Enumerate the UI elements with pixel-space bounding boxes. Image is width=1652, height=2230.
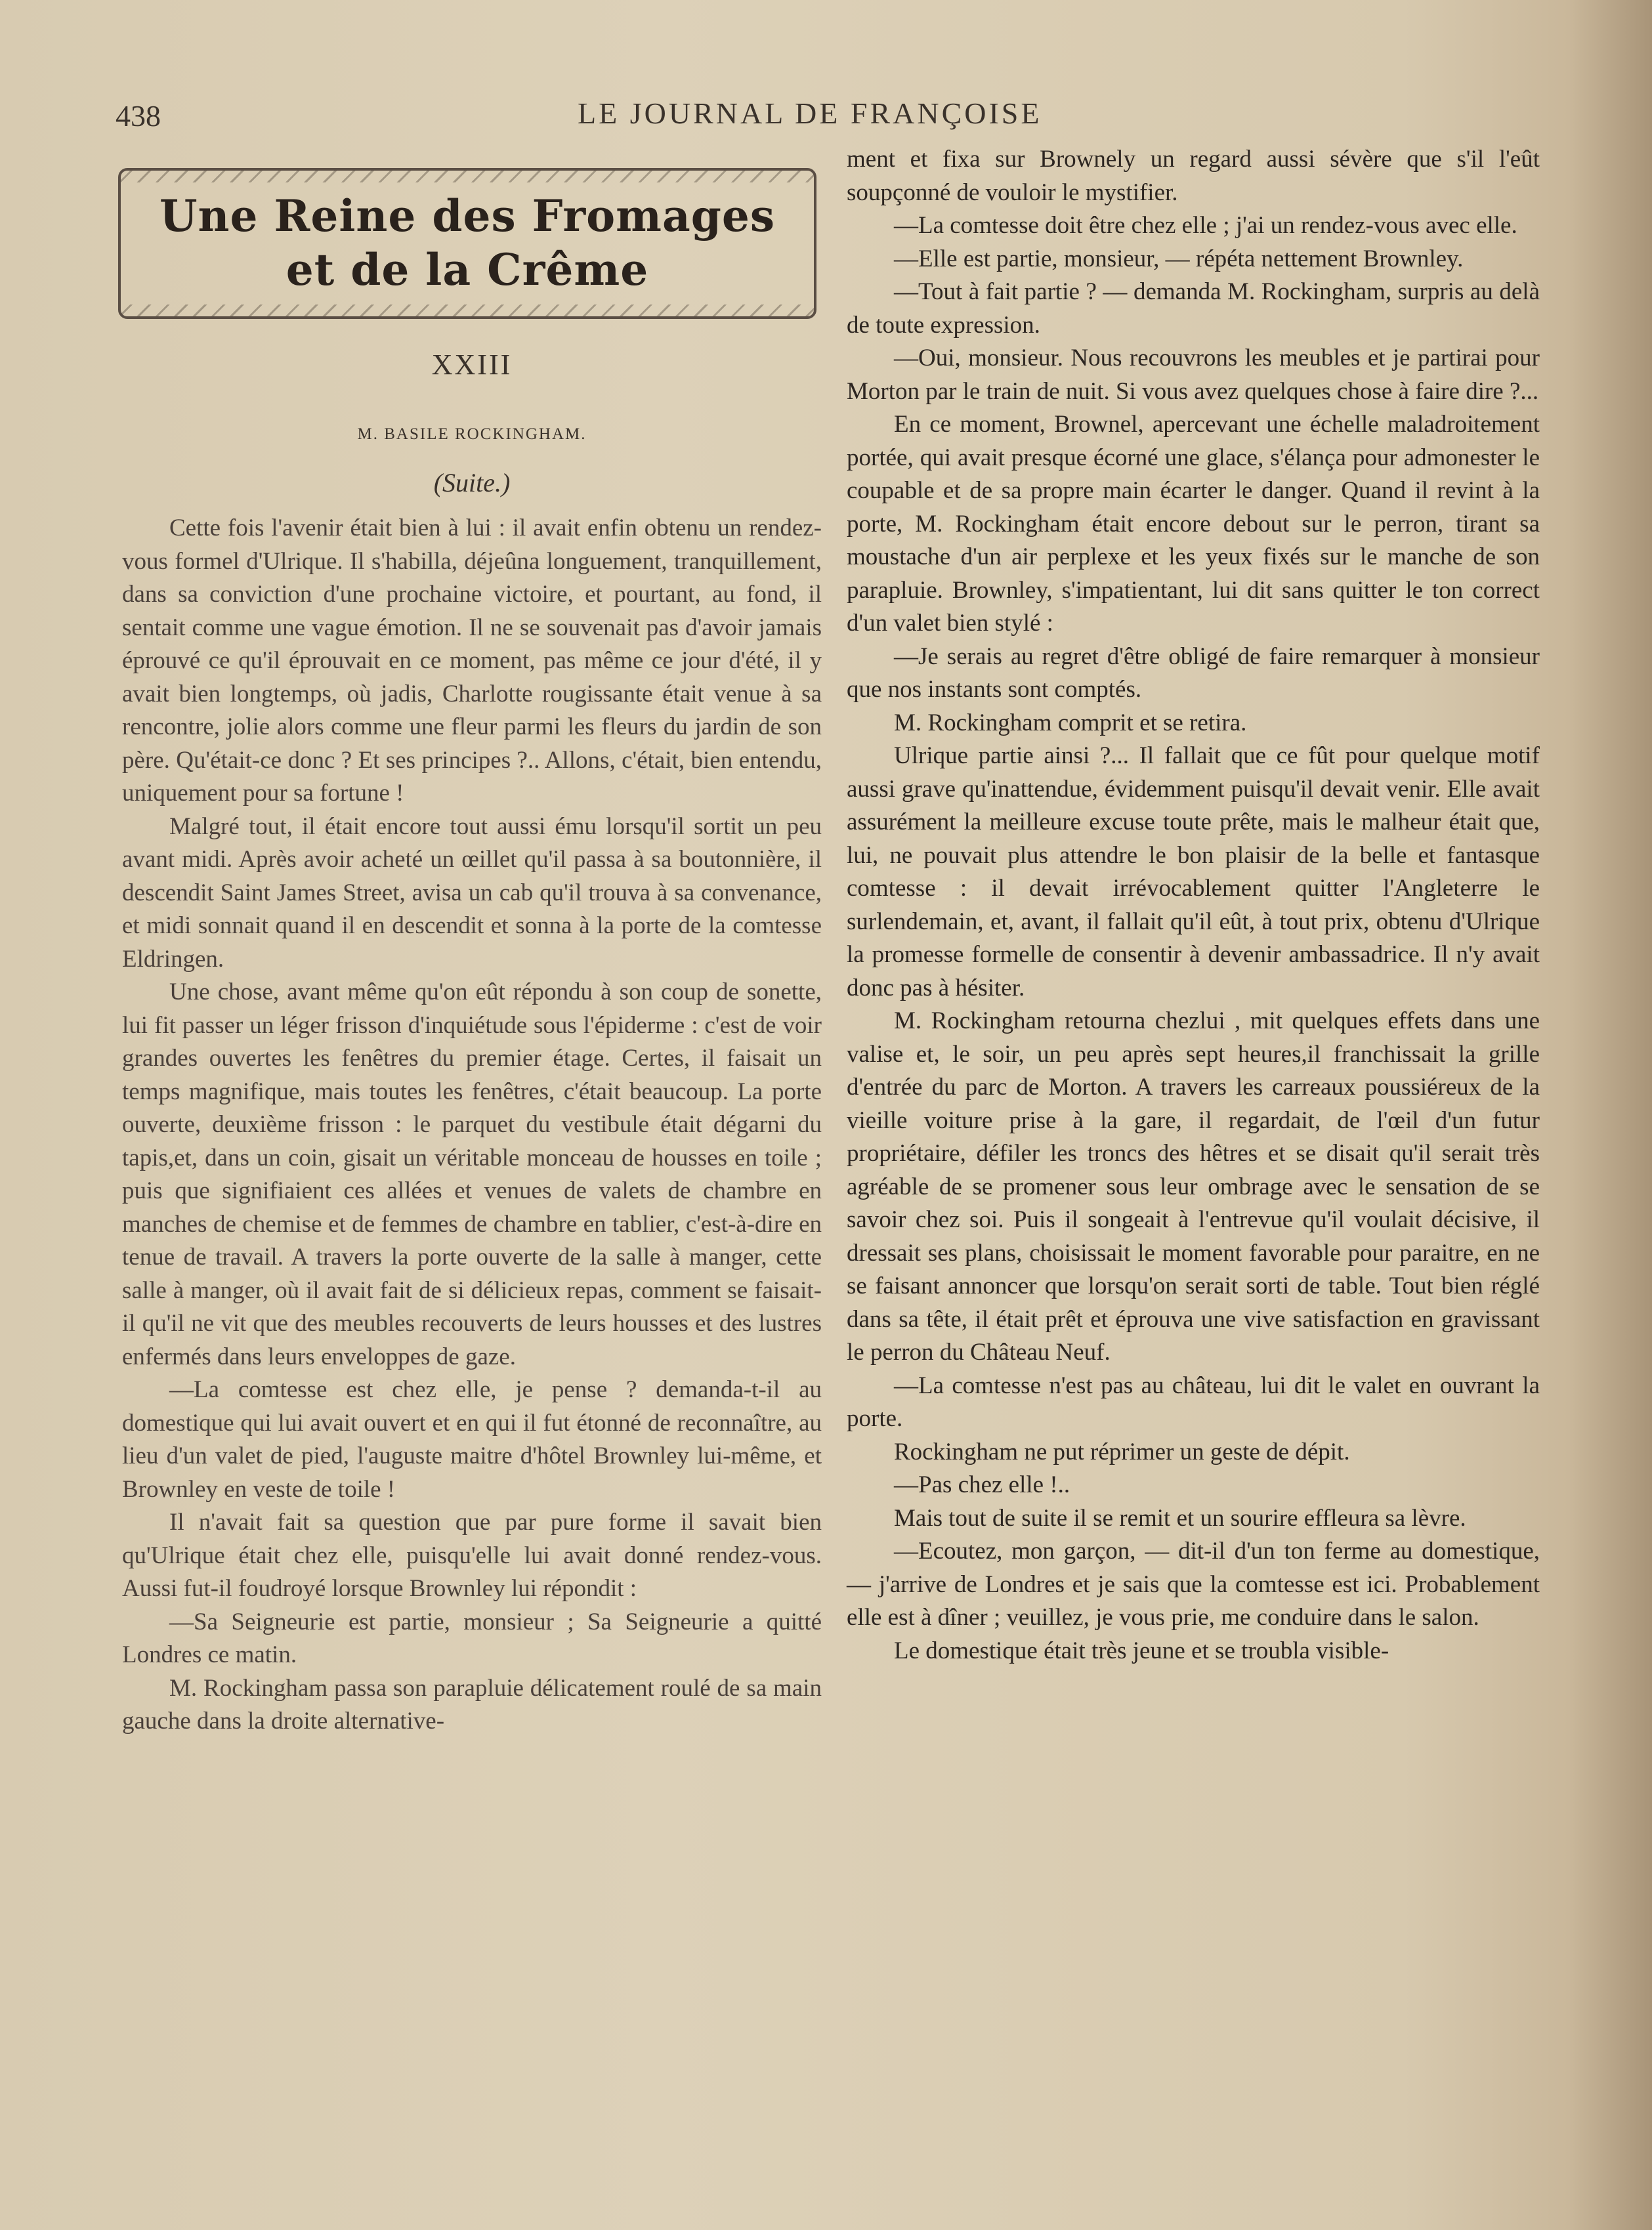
paragraph: —Ecoutez, mon garçon, — dit-il d'un ton ferme au domestique, — j'arrive de Londres et je sais que la comtesse est ici. Probablement elle est à dîner ; veuillez, je vous prie, me conduire dans le salon. — [847, 1538, 1540, 1631]
paragraph: M. Rockingham retourna chezlui , mit quelques effets dans une valise et, le soir, un peu après sept heures,il franchissait la grille d'entrée du parc de Morton. A travers les carreaux poussiéreux de la vieille voiture prise à la gare, il regardait, de l'œil d'un futur propriétaire, défiler les troncs des hêtres et se disait qu'il serait très agréable de se promener sous leur ombrage avec le sensation de se savoir chez soi. Puis il songeait à l'entrevue qu'il voulait décisive, il dressait ses plans, choisissait le moment favorable pour paraitre, en ne se faisant annoncer que lorsqu'on serait sorti de table. Tout bien réglé dans sa tête, il était prêt et éprouva une vive satisfaction en gravissant le perron du Château Neuf. — [847, 1007, 1540, 1366]
paragraph: —Je serais au regret d'être obligé de faire remarquer à monsieur que nos instants sont comptés. — [847, 642, 1540, 703]
paragraph: M. Rockingham passa son parapluie délicatement roulé de sa main gauche dans la droite alternative- — [122, 1674, 822, 1735]
paragraph: En ce moment, Brownel, apercevant une échelle maladroitement portée, qui avait presque écorné une glace, s'élança pour admonester le coupable et de sa propre main écarter le danger. Quand il revint à la porte, M. Rockingham était encore debout sur le perron, tirant sa moustache d'un air perplexe et les yeux fixés sur le manche de son parapluie. Brownley, s'impatientant, lui dit sans quitter le ton correct d'un valet bien stylé : — [847, 411, 1540, 637]
paragraph: ment et fixa sur Brownely un regard aussi sévère que s'il l'eût soupçonné de vouloir le mystifier. — [847, 146, 1540, 206]
paragraph: —La comtesse doit être chez elle ; j'ai un rendez-vous avec elle. — [894, 212, 1517, 239]
story-title-line-1: Une Reine des Fromages — [159, 190, 776, 242]
paragraph: —Tout à fait partie ? — demanda M. Rockingham, surpris au delà de toute expression. — [847, 278, 1540, 339]
chapter-subheading: M. BASILE ROCKINGHAM. — [357, 425, 587, 443]
paragraph: Il n'avait fait sa question que par pure forme il savait bien qu'Ulrique était chez elle, puisqu'elle lui avait donné rendez-vous. Aussi fut-il foudroyé lorsque Brownley lui répondit : — [122, 1509, 822, 1602]
paragraph: —La comtesse est chez elle, je pense ? demanda-t-il au domestique qui lui avait ouvert et en qui il fut étonné de reconnaître, au lieu d'un valet de pied, l'auguste maitre d'hôtel Brownley lui-même, et Brownley en veste de toile ! — [122, 1376, 822, 1503]
ornamental-title-frame — [118, 168, 816, 319]
paragraph: Mais tout de suite il se remit et un sourire effleura sa lèvre. — [894, 1504, 1466, 1532]
paragraph: Cette fois l'avenir était bien à lui : il avait enfin obtenu un rendez-vous formel d'Ulrique. Il s'habilla, déjeûna longuement, tranquillement, dans sa conviction d'une prochaine victoire, et pourtant, au fond, il sentait comme une vague émotion. Il ne se souvenait pas d'avoir jamais éprouvé ce qu'il éprouvait en ce moment, pas même ce jour d'été, il y avait bien longtemps, où jadis, Charlotte rougissante était venue à sa rencontre, jolie alors comme une fleur parmi les fleurs du jardin de son père. Qu'était-ce donc ? Et ses principes ?.. Allons, c'était, bien entendu, uniquement pour sa fortune ! — [122, 515, 822, 807]
left-column — [122, 512, 822, 1738]
chapter-number: XXIII — [431, 348, 513, 381]
paragraph: M. Rockingham comprit et se retira. — [894, 709, 1247, 736]
paragraph: —La comtesse n'est pas au château, lui dit le valet en ouvrant la porte. — [847, 1372, 1540, 1432]
paragraph: Ulrique partie ainsi ?... Il fallait que ce fût pour quelque motif aussi grave qu'inattendue, évidemment puisqu'il devait venir. Elle avait assurément la meilleure excuse toute prête, mais le malheur était que, lui, ne pouvait plus attendre le bon plaisir de la belle et fantasque comtesse : il devait irrévocablement quitter l'Angleterre le surlendemain, et, avant, il fallait qu'il eût, à tout prix, obtenu d'Ulrique la promesse formelle de consentir à devenir ambassadrice. Il n'y avait donc pas à hésiter. — [847, 742, 1540, 1001]
paragraph: —Sa Seigneurie est partie, monsieur ; Sa Seigneurie a quitté Londres ce matin. — [122, 1608, 822, 1668]
story-title-line-2: et de la Crême — [286, 244, 649, 295]
paragraph: Malgré tout, il était encore tout aussi ému lorsqu'il sortit un peu avant midi. Après avoir acheté un œillet qu'il passa à sa boutonnière, il descendit Saint James Street, avisa un cab qu'il trouva à sa convenance, et midi sonnait quand il en descendit et sonna à la porte de la comtesse Eldringen. — [122, 812, 822, 973]
paragraph: Rockingham ne put réprimer un geste de dépit. — [894, 1438, 1350, 1465]
suite-label: (Suite.) — [433, 468, 511, 497]
paragraph: —Oui, monsieur. Nous recouvrons les meubles et je partirai pour Morton par le train de nuit. Si vous avez quelques chose à faire dire ?... — [847, 345, 1540, 405]
paragraph: —Elle est partie, monsieur, — répéta nettement Brownley. — [894, 245, 1464, 272]
paragraph: —Pas chez elle !.. — [894, 1471, 1070, 1498]
right-column — [847, 143, 1540, 1668]
journal-title: LE JOURNAL DE FRANÇOISE — [578, 96, 1042, 130]
paragraph: Le domestique était très jeune et se troubla visible- — [894, 1637, 1389, 1664]
paragraph: Une chose, avant même qu'on eût répondu à son coup de sonette, lui fit passer un léger frisson d'inquiétude sous l'épiderme : c'est de voir grandes ouvertes les fenêtres du premier étage. Certes, il faisait un temps magnifique, mais toutes les fenêtres, c'était beaucoup. La porte ouverte, deuxième frisson : le parquet du vestibule était dégarni du tapis,et, dans un coin, gisait un véritable monceau de housses en toile ; puis que signifiaient ces allées et venues de valets de chambre en manches de chemise et de femmes de chambre en tablier, c'est-à-dire en tenue de travail. A travers la porte ouverte de la salle à manger, cette salle à manger, où il avait fait de si délicieux repas, comment se faisait-il qu'il ne vit que des meubles recouverts de leurs housses et des lustres enfermés dans leurs enveloppes de gaze. — [122, 978, 822, 1370]
page-number: 438 — [116, 99, 161, 133]
